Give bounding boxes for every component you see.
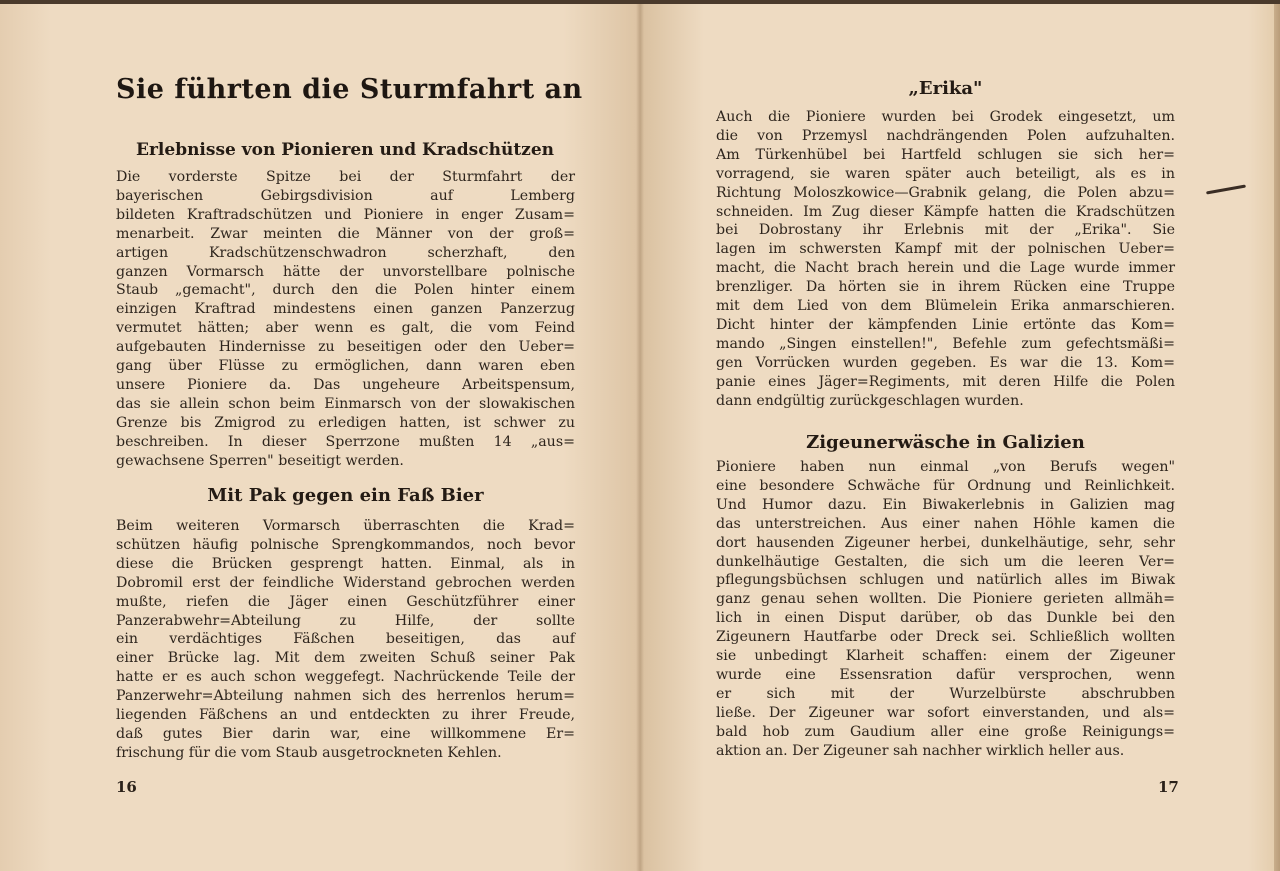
text-line: das unterstreichen. Aus einer nahen Höhle kamen die [716,515,1175,532]
text-line: das sie allein schon beim Einmarsch von der slowakischen [116,395,575,412]
text-line: sie unbedingt Klarheit schaffen: einem der Zigeuner [716,648,1175,665]
text-line: Pioniere haben nun einmal „von Berufs wegen" [716,459,1175,475]
text-line: unsere Pioniere da. Das ungeheure Arbeitspensum, [116,376,575,393]
text-line: Und Humor dazu. Ein Biwakerlebnis in Galizien mag [716,496,1175,513]
text-line: wurde eine Essensration dafür versprochen, wenn [716,666,1175,683]
text-line: dann endgültig zurückgeschlagen wurden. [716,392,1024,409]
text-line: schützen häufig polnische Sprengkommandos, noch bevor [116,536,575,553]
text-line: er sich mit der Wurzelbürste abschrubben [716,685,1175,702]
text-line: schneiden. Im Zug dieser Kämpfe hatten die Kradschützen [716,203,1175,220]
text-line: daß gutes Bier darin war, eine willkommene Er= [116,725,575,742]
text-line: gang über Flüsse zu ermöglichen, dann waren eben [116,358,575,375]
text-line: Die vorderste Spitze bei der Sturmfahrt der [116,169,575,185]
text-line: panie eines Jäger=Regiments, mit deren Hilfe die Polen [716,373,1175,390]
text-line: diese die Brücken gesprengt hatten. Einmal, als in [116,555,575,572]
text-line: frischung für die vom Staub ausgetrockneten Kehlen. [116,744,502,761]
text-line: mit dem Lied von dem Blümelein Erika anmarschieren. [716,298,1175,315]
text-line: liegenden Fäßchens an und entdeckten zu ihrer Freude, [116,707,575,724]
text-line: lagen im schwersten Kampf mit der polnischen Ueber= [716,241,1175,258]
text-line: menarbeit. Zwar meinten die Männer von der groß= [116,225,575,242]
text-line: beschreiben. In dieser Sperrzone mußten 14 „aus= [116,433,575,450]
text-line: Auch die Pioniere wurden bei Grodek eingesetzt, um [716,109,1175,125]
section-heading-pak: Mit Pak gegen ein Faß Bier [207,485,484,506]
book-fold [636,4,644,871]
text-line: pflegungsbüchsen schlugen und natürlich alles im Biwak [716,572,1175,589]
text-line: Panzerwehr=Abteilung nahmen sich des herrenlos herum= [116,688,575,705]
text-line: Dicht hinter der kämpfenden Linie ertönte das Kom= [716,316,1175,333]
section-heading-pioneers: Erlebnisse von Pionieren und Kradschützen [136,140,555,160]
text-line: mando „Singen einstellen!", Befehle zum gefechtsmäßi= [716,335,1175,352]
text-line: gen Vorrücken wurden gegeben. Es war die 13. Kom= [716,354,1175,371]
text-line: ein verdächtiges Fäßchen beseitigen, das auf [116,631,575,648]
left-section2-body [116,517,575,763]
text-line: bildeten Kraftradschützen und Pioniere in enger Zusam= [116,206,575,223]
text-line: aktion an. Der Zigeuner sah nachher wirklich heller aus. [716,742,1125,759]
text-line: Panzerabwehr=Abteilung zu Hilfe, der sollte [116,612,575,629]
text-line: Staub „gemacht", durch den die Polen hinter einem [116,282,575,299]
page-edge [1274,4,1280,871]
text-line: einzigen Kraftrad mindestens einen ganzen Panzerzug [116,301,575,318]
text-line: mußte, riefen die Jäger einen Geschützführer einer [116,593,575,610]
text-line: dort hausenden Zigeuner herbei, dunkelhäutige, sehr, sehr [716,534,1175,551]
text-line: Richtung Moloszkowice—Grabnik gelang, die Polen abzu= [716,184,1175,201]
text-line: artigen Kradschützenschwadron scherzhaft, den [116,244,575,261]
page-title: Sie führten die Sturmfahrt an [116,74,583,105]
text-line: ließe. Der Zigeuner war sofort einverstanden, und als= [716,704,1175,721]
text-line: ganz genau sehen wollten. Die Pioniere gerieten allmäh= [716,591,1175,608]
section-heading-erika: „Erika" [908,78,983,99]
right-section2-body [716,458,1175,761]
text-line: bayerischen Gebirgsdivision auf Lemberg [116,187,575,204]
text-line: bald hob zum Gaudium aller eine große Reinigungs= [716,723,1175,740]
text-line: hatte er es auch schon weggefegt. Nachrückende Teile der [116,669,575,686]
text-line: dunkelhäutige Gestalten, die sich um die leeren Ver= [716,553,1175,570]
text-line: die von Przemysl nachdrängenden Polen aufzuhalten. [716,127,1175,144]
text-line: vorragend, sie waren später auch beteiligt, als es in [716,165,1175,182]
text-line: macht, die Nacht brach herein und die Lage wurde immer [716,260,1175,277]
left-section1-body [116,168,575,471]
text-line: Beim weiteren Vormarsch überraschten die Krad= [116,518,575,534]
text-line: gewachsene Sperren" beseitigt werden. [116,452,404,469]
page-number-right: 17 [1158,778,1179,796]
text-line: Am Türkenhübel bei Hartfeld schlugen sie sich her= [716,146,1175,163]
text-line: brenzliger. Da hörten sie in ihrem Rücken eine Truppe [716,279,1175,296]
text-line: Grenze bis Zmigrod zu erledigen hatten, ist schwer zu [116,414,575,431]
right-section1-body [716,108,1175,411]
text-line: Dobromil erst der feindliche Widerstand gebrochen werden [116,574,575,591]
text-line: aufgebauten Hindernisse zu beseitigen oder den Ueber= [116,339,575,356]
book-spread [0,4,1280,871]
text-line: eine besondere Schwäche für Ordnung und Reinlichkeit. [716,477,1175,494]
text-line: ganzen Vormarsch hätte der unvorstellbare polnische [116,263,575,280]
text-line: vermutet hätten; aber wenn es galt, die vom Feind [116,320,575,337]
text-line: lich in einen Disput darüber, ob das Dunkle bei den [716,610,1175,627]
page-number-left: 16 [116,778,137,796]
text-line: Zigeunern Hautfarbe oder Dreck sei. Schließlich wollten [716,629,1175,646]
text-line: bei Dobrostany ihr Erlebnis mit der „Erika". Sie [716,222,1175,239]
text-line: einer Brücke lag. Mit dem zweiten Schuß seiner Pak [116,650,575,667]
section-heading-zigeuner: Zigeunerwäsche in Galizien [806,432,1085,453]
